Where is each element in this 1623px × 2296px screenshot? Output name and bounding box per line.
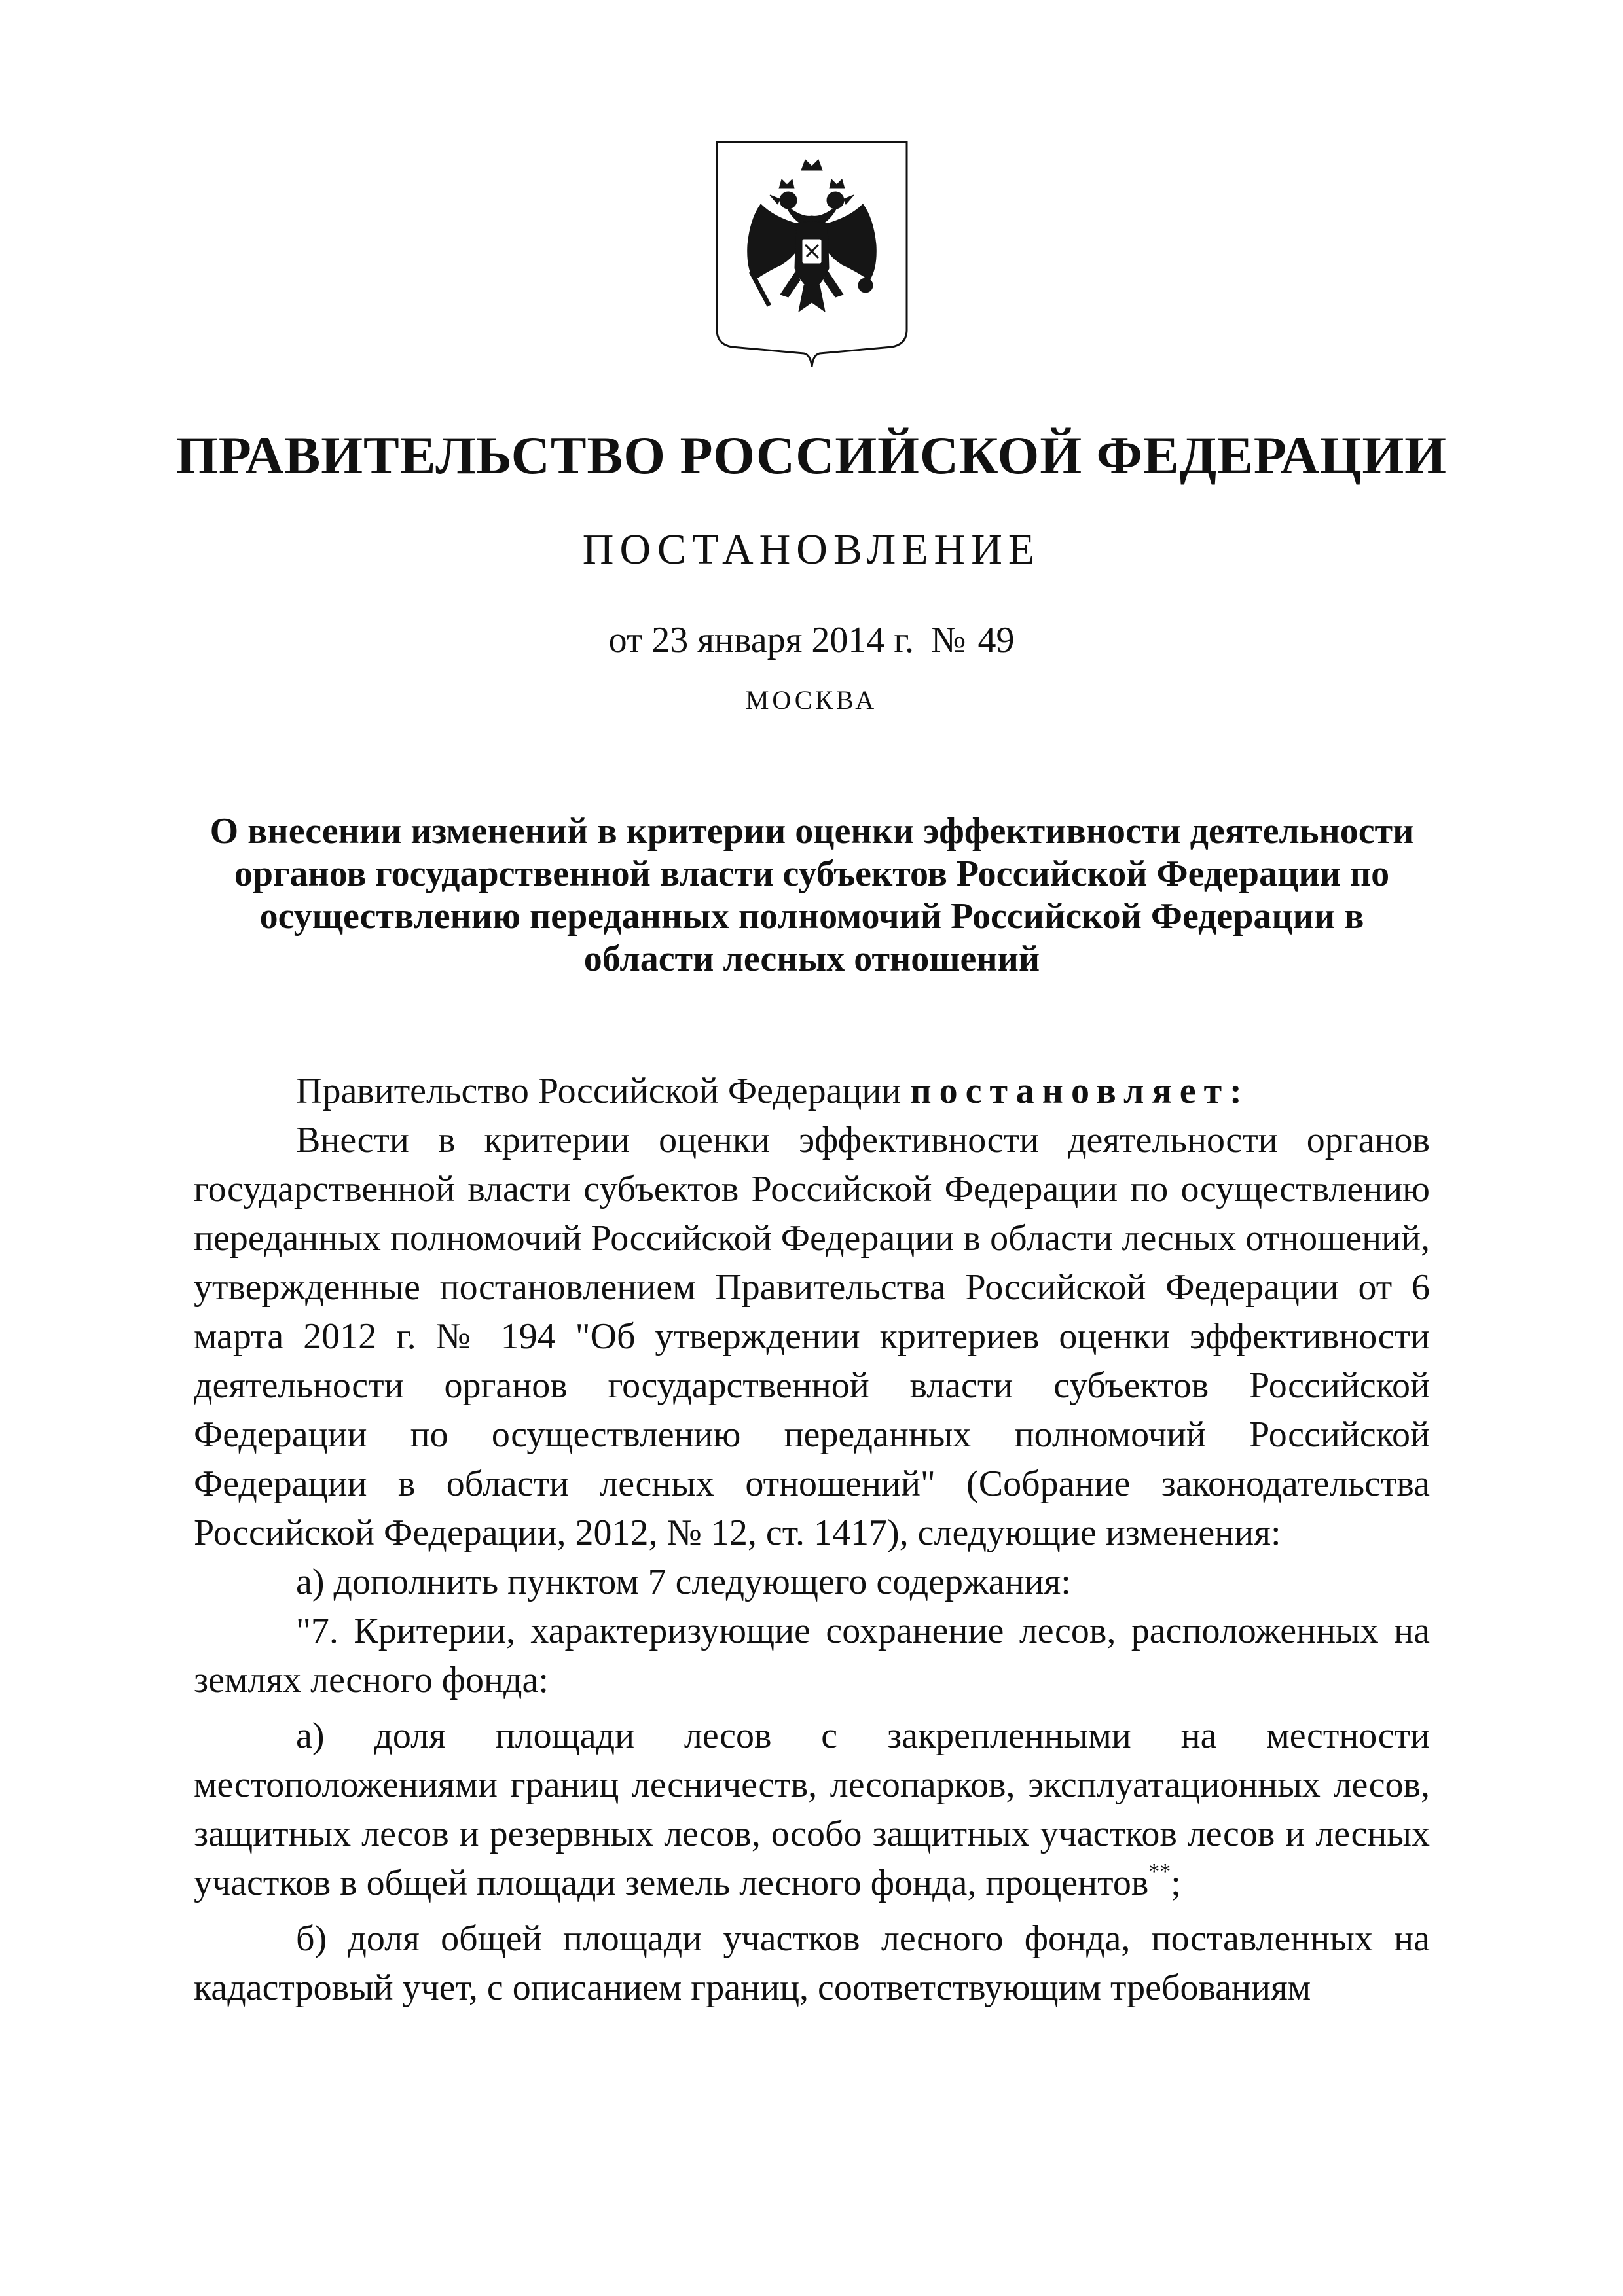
double-headed-eagle-icon	[715, 140, 909, 369]
paragraph-criteria-7: "7. Критерии, характеризующие сохранение лесов, расположенных на землях лесного фонда:	[194, 1611, 1430, 1700]
city-name: МОСКВА	[745, 685, 878, 715]
document-number: 49	[977, 620, 1015, 660]
paragraph-sub-b: б) доля общей площади участков лесного фонда, поставленных на кадастровый учет, с описанием границ, соответствующим требованиям	[194, 1918, 1430, 2008]
preamble-verb: постановляет:	[910, 1071, 1250, 1111]
sub-a-end: ;	[1171, 1863, 1181, 1903]
paragraph-item-a: а) дополнить пунктом 7 следующего содержания:	[296, 1562, 1071, 1602]
document-body	[194, 1067, 1430, 2013]
state-emblem	[715, 140, 909, 369]
government-title: ПРАВИТЕЛЬСТВО РОССИЙСКОЙ ФЕДЕРАЦИИ	[175, 425, 1448, 485]
preamble-lead: Правительство Российской Федерации	[296, 1071, 902, 1111]
date-and-number	[0, 614, 1623, 666]
paragraph-amendments: Внести в критерии оценки эффективности деятельности органов государственной власти субъектов Российской Федерации по осуществлению переданных полномочий Российской Федерации в области лесных отношений, утвержденные постановлением Правительства Российской Федерации от 6 марта 2012 г. № 194 "Об утверждении критериев оценки эффективности деятельности органов государственной власти субъектов Российской Федерации по осуществлению переданных полномочий Российской Федерации в области лесных отношений" (Собрание законодательства Российской Федерации, 2012, № 12, ст. 1417), следующие изменения:	[194, 1120, 1430, 1553]
preamble	[194, 1067, 1430, 1116]
sub-a-text: а) доля площади лесов с закрепленными на местности местоположениями границ лесничеств, лесопарков, эксплуатационных лесов, защитных лесов и резервных лесов, особо защитных участков лесов и лесных участков в общей площади земель лесного фонда, процентов	[194, 1715, 1430, 1903]
document-type: ПОСТАНОВЛЕНИЕ	[582, 526, 1041, 573]
number-sign: №	[931, 620, 966, 660]
document-date: от 23 января 2014 г.	[608, 620, 914, 660]
document-heading: О внесении изменений в критерии оценки эффективности деятельности органов государственной власти субъектов Российской Федерации по осуществлению переданных полномочий Российской Федерации в области лесных отношений	[210, 811, 1414, 979]
footnote-mark: **	[1148, 1859, 1171, 1884]
paragraph-sub-a	[194, 1712, 1430, 1908]
